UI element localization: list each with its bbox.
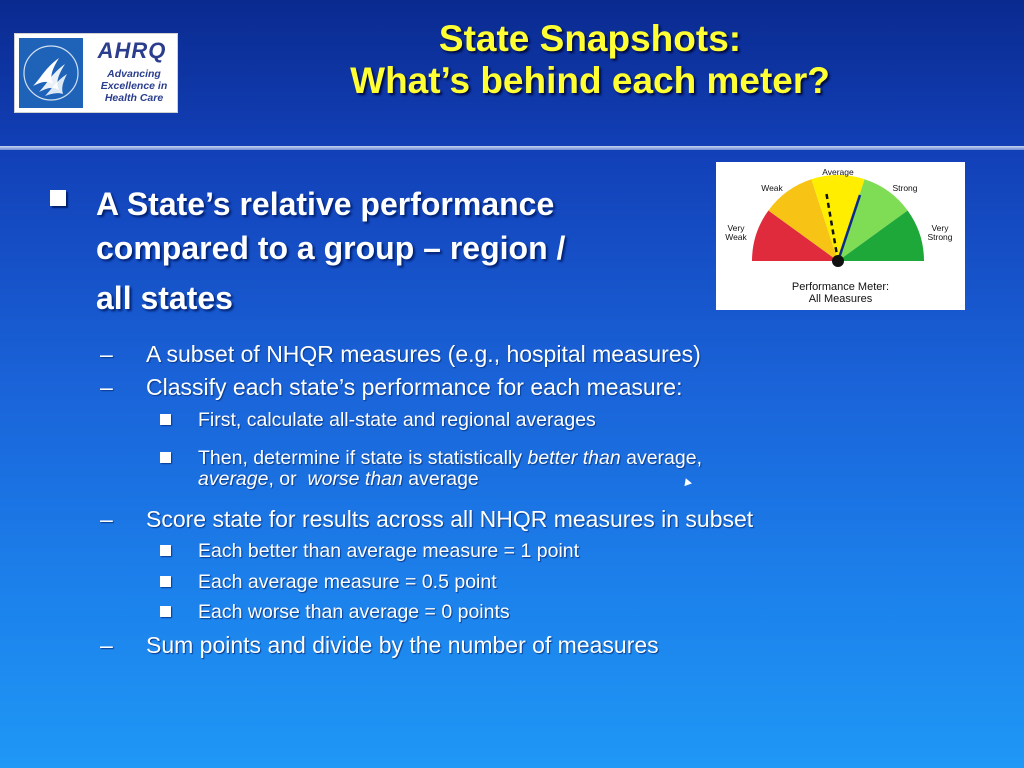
- meter-label-very-strong: [920, 224, 960, 242]
- main-bullet-text: [96, 182, 716, 320]
- square-bullet-icon: [50, 190, 66, 206]
- hhs-seal-icon: [19, 38, 83, 108]
- dash-bullet-icon: –: [100, 374, 113, 400]
- text-fragment: , or: [268, 468, 308, 490]
- ahrq-logo: [89, 36, 175, 110]
- dash-bullet-icon: –: [100, 506, 113, 532]
- meter-label-very-strong-2: Strong: [927, 232, 953, 242]
- sub-sub-bullet-text: Each average measure = 0.5 point: [198, 571, 497, 593]
- square-bullet-icon: [160, 414, 171, 425]
- sub-bullet-text: Score state for results across all NHQR measures in subset: [146, 506, 754, 532]
- meter-label-average: Average: [822, 167, 854, 177]
- dash-bullet-icon: –: [100, 632, 113, 658]
- title-divider: [0, 146, 1024, 150]
- meter-label-weak: Weak: [761, 183, 783, 193]
- text-fragment: Then, determine if state is statistically: [198, 447, 528, 469]
- square-bullet-icon: [160, 576, 171, 587]
- sub-sub-bullet-text: First, calculate all-state and regional averages: [198, 409, 596, 431]
- dash-bullet-icon: –: [100, 341, 113, 367]
- slide-title: [230, 18, 950, 102]
- performance-meter-image: [716, 162, 965, 310]
- main-bullet-line2: compared to a group – region /: [96, 230, 566, 266]
- meter-label-strong: Strong: [892, 183, 918, 193]
- ahrq-tagline-line1: Advancing: [107, 68, 161, 80]
- sub-sub-bullet-text: Each worse than average = 0 points: [198, 601, 510, 623]
- meter-label-very-strong-1: Very: [931, 223, 949, 233]
- ahrq-tagline-line3: Health Care: [104, 92, 164, 104]
- text-fragment: average: [402, 468, 479, 490]
- meter-label-very-weak-2: Weak: [725, 232, 747, 242]
- meter-label-very-weak: [718, 224, 754, 242]
- square-bullet-icon: [160, 545, 171, 556]
- main-bullet-line1: A State’s relative performance: [96, 186, 555, 222]
- emphasis-worse-than: worse than: [307, 468, 403, 490]
- emphasis-average: average: [198, 468, 269, 490]
- main-bullet-line3: all states: [96, 280, 233, 316]
- square-bullet-icon: [160, 452, 171, 463]
- emphasis-better-than: better than: [527, 447, 621, 469]
- ahrq-tagline-line2: Excellence in: [100, 80, 168, 92]
- meter-caption: [716, 281, 965, 305]
- title-line-1: State Snapshots:: [438, 18, 742, 59]
- sub-sub-bullet-text: [198, 448, 702, 490]
- ahrq-tagline: [93, 68, 175, 104]
- agency-logo: [14, 33, 178, 113]
- meter-caption-line1: Performance Meter:: [791, 281, 890, 293]
- meter-caption-line2: All Measures: [808, 293, 873, 305]
- sub-bullet-text: A subset of NHQR measures (e.g., hospital measures): [146, 341, 701, 367]
- sub-bullet-text: Sum points and divide by the number of measures: [146, 632, 659, 658]
- title-line-2: What’s behind each meter?: [350, 60, 830, 101]
- meter-label-very-weak-1: Very: [727, 223, 745, 233]
- sub-bullet-text: Classify each state’s performance for each measure:: [146, 374, 683, 400]
- square-bullet-icon: [160, 606, 171, 617]
- text-fragment: average,: [620, 447, 703, 469]
- sub-sub-bullet-text: Each better than average measure = 1 point: [198, 540, 580, 562]
- ahrq-wordmark: AHRQ: [97, 38, 167, 63]
- meter-hub: [832, 255, 844, 267]
